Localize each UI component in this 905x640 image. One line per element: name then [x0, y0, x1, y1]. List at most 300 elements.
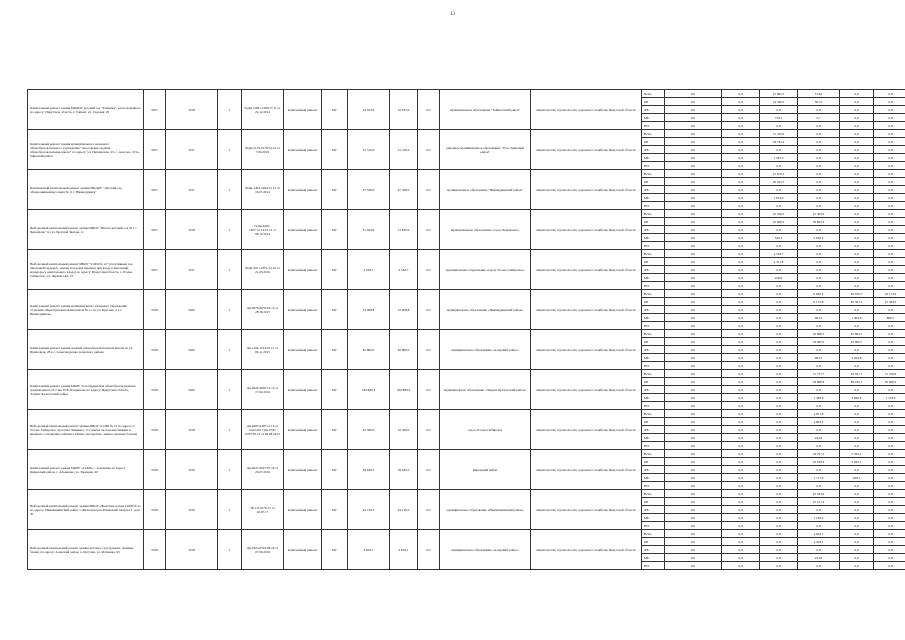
amount-cell: 0,0	[665, 514, 722, 522]
amount-cell: 30 000,0	[874, 378, 905, 386]
funding-source: ОБ	[642, 258, 665, 266]
funding-source: ФБ	[642, 426, 665, 434]
project-description: Выборочный капитальный ремонт здания детского сада (ремонт, оконные блоки) по адресу: Аларский район, п. Кутулик, ул. Матвеева, 43	[28, 530, 144, 570]
amount-cell: 0,0	[665, 370, 722, 378]
amount-cell: 0,0	[798, 242, 840, 250]
amount-cell: 0,0	[840, 138, 874, 146]
project-description: Комплексный капитальный ремонт здания МКДОУ "Детский сад общеразвивающего вида № 11 г. Нижнеудинск"	[28, 170, 144, 210]
funding-source: ФБ	[642, 506, 665, 514]
end-year: 2019	[166, 490, 218, 530]
amount-cell: 0,0	[722, 450, 760, 458]
readiness-percent: 0%	[418, 210, 440, 250]
funding-source: ИИ	[642, 202, 665, 210]
amount-cell: 0,0	[665, 386, 722, 394]
amount-cell: 0,0	[665, 154, 722, 162]
funding-source: Всего	[642, 410, 665, 418]
amount-cell: 0,0	[874, 554, 905, 562]
work-type: капитальный ремонт	[284, 490, 322, 530]
expertise-conclusion: №Ди-0179-0179/12.12 от 7.06.2016	[242, 130, 284, 170]
amount-cell: 0,0	[722, 210, 760, 218]
amount-cell: 0,0	[760, 378, 798, 386]
start-year: 2018	[144, 370, 166, 410]
project-row	[28, 210, 905, 218]
amount-cell: 0,0	[798, 202, 840, 210]
amount-cell: 0,0	[760, 426, 798, 434]
amount-cell: 0,0	[760, 490, 798, 498]
funding-source: ФБ	[642, 346, 665, 354]
readiness-percent: 0%	[418, 250, 440, 290]
amount-cell: 268,1	[840, 474, 874, 482]
amount-cell: 0,0	[760, 458, 798, 466]
amount-cell: 19 668,5	[798, 330, 840, 338]
amount-cell: 0,0	[840, 538, 874, 546]
amount-cell: 0,0	[840, 258, 874, 266]
work-type: капитальный ремонт	[284, 370, 322, 410]
readiness-percent: 0%	[418, 170, 440, 210]
amount-cell: 0,0	[665, 546, 722, 554]
start-year: 2017	[144, 130, 166, 170]
amount-cell: 0,0	[722, 410, 760, 418]
readiness-percent: 0%	[418, 330, 440, 370]
amount-cell: 16 173,0	[874, 290, 905, 298]
project-description: Выборочный капитальный ремонт здания МБОУ "Школа-детский сад № 1 г. Черемхово" по ул. Красной Звезды, 11	[28, 210, 144, 250]
end-year: 2017	[166, 250, 218, 290]
amount-cell: 0,0	[874, 450, 905, 458]
amount-cell: 0,0	[840, 250, 874, 258]
amount-cell: 0,0	[840, 522, 874, 530]
amount-cell: 0,0	[665, 354, 722, 362]
start-year: 2018	[144, 410, 166, 450]
capital-repair-table	[27, 89, 905, 570]
amount-cell: 0,0	[665, 258, 722, 266]
start-year: 2018	[144, 290, 166, 330]
amount-cell: 0,0	[722, 106, 760, 114]
amount-cell: 31 578,9	[874, 370, 905, 378]
amount-cell: 4 696,6	[840, 394, 874, 402]
amount-cell: 0,0	[760, 202, 798, 210]
amount-cell: 0,0	[665, 130, 722, 138]
funding-source: Всего	[642, 170, 665, 178]
amount-cell: 5 363,2	[840, 450, 874, 458]
unit-cell: МС	[322, 170, 348, 210]
amount-cell: 0,0	[665, 442, 722, 450]
amount-cell: 0,0	[840, 562, 874, 570]
amount-cell: 0,0	[798, 266, 840, 274]
amount-cell: 0,0	[874, 498, 905, 506]
funding-source: Всего	[642, 490, 665, 498]
amount-cell: 0,0	[665, 498, 722, 506]
amount-cell: 0,0	[722, 250, 760, 258]
amount-cell: 1 565,5	[760, 154, 798, 162]
amount-cell: 0,0	[760, 266, 798, 274]
customer-municipality: муниципальное образование «Аларский район»	[440, 530, 531, 570]
amount-cell: 0,0	[798, 250, 840, 258]
amount-cell: 0,0	[760, 434, 798, 442]
amount-cell: 0,0	[665, 298, 722, 306]
project-row	[28, 530, 905, 538]
amount-cell: 0,0	[665, 490, 722, 498]
amount-cell: 0,0	[665, 290, 722, 298]
amount-cell: 0,0	[665, 530, 722, 538]
amount-cell: 0,0	[874, 362, 905, 370]
amount-cell: 39 803,4	[798, 218, 840, 226]
end-year: 2020	[166, 370, 218, 410]
start-year: 2018	[144, 330, 166, 370]
amount-cell: 0,0	[760, 314, 798, 322]
amount-cell: 0,0	[722, 282, 760, 290]
end-year: 2020	[166, 290, 218, 330]
estimated-cost: 186 880,3	[348, 370, 390, 410]
project-row	[28, 370, 905, 378]
amount-cell: 0,0	[760, 514, 798, 522]
amount-cell: 0,0	[665, 394, 722, 402]
amount-cell: 0,0	[840, 162, 874, 170]
customer-municipality: муниципальное образование «город Черемхово»	[440, 210, 531, 250]
readiness-percent: 0%	[418, 290, 440, 330]
funding-source: ФБ	[642, 146, 665, 154]
amount-cell: 0,0	[760, 242, 798, 250]
amount-cell: 0,0	[665, 218, 722, 226]
amount-cell: 0,0	[722, 538, 760, 546]
amount-cell: 0,0	[840, 530, 874, 538]
amount-cell: 0,0	[665, 146, 722, 154]
funding-source: Всего	[642, 450, 665, 458]
funding-source: ОБ	[642, 458, 665, 466]
amount-cell: 0,0	[722, 330, 760, 338]
funding-source: ИИ	[642, 282, 665, 290]
end-year: 2018	[166, 530, 218, 570]
amount-cell: 0,0	[760, 282, 798, 290]
funding-source: МБ	[642, 314, 665, 322]
amount-cell: 4 426,1	[798, 538, 840, 546]
amount-cell: 0,0	[874, 530, 905, 538]
amount-cell: 0,0	[722, 314, 760, 322]
remaining-cost: 27 528,0	[390, 170, 418, 210]
funding-source: ОБ	[642, 298, 665, 306]
amount-cell: 29 888,8	[798, 378, 840, 386]
amount-cell: 0,0	[798, 122, 840, 130]
mark-cell: х	[218, 210, 242, 250]
amount-cell: 0,0	[665, 226, 722, 234]
project-row	[28, 490, 905, 498]
amount-cell: 0,0	[874, 434, 905, 442]
responsible-executor: министерство строительства, дорожного хозяйства Иркутской области	[531, 530, 642, 570]
mark-cell: х	[218, 370, 242, 410]
amount-cell: 0,0	[665, 90, 722, 98]
amount-cell: 0,0	[798, 546, 840, 554]
amount-cell: 93 931,7	[840, 370, 874, 378]
responsible-executor: министерство строительства, дорожного хозяйства Иркутской области	[531, 490, 642, 530]
amount-cell: 0,0	[665, 402, 722, 410]
amount-cell: 526,3	[760, 234, 798, 242]
amount-cell: 0,0	[665, 314, 722, 322]
project-row	[28, 450, 905, 458]
unit-cell: МС	[322, 450, 348, 490]
amount-cell: 0,0	[760, 226, 798, 234]
amount-cell: 0,0	[874, 114, 905, 122]
mark-cell: х	[218, 330, 242, 370]
responsible-executor: министерство строительства, дорожного хозяйства Иркутской области	[531, 210, 642, 250]
amount-cell: 0,0	[722, 130, 760, 138]
amount-cell: 0,0	[874, 402, 905, 410]
amount-cell: 0,0	[874, 514, 905, 522]
funding-source: ОБ	[642, 338, 665, 346]
funding-source: ФБ	[642, 466, 665, 474]
amount-cell: 0,0	[840, 402, 874, 410]
amount-cell: 0,0	[798, 154, 840, 162]
amount-cell: 0,0	[798, 362, 840, 370]
funding-source: МБ	[642, 474, 665, 482]
amount-cell: 0,0	[665, 202, 722, 210]
amount-cell: 0,0	[722, 346, 760, 354]
unit-cell: МС	[322, 130, 348, 170]
amount-cell: 0,0	[798, 274, 840, 282]
funding-source: ОБ	[642, 178, 665, 186]
amount-cell: 0,0	[874, 258, 905, 266]
amount-cell: 0,0	[798, 426, 840, 434]
amount-cell: 0,0	[874, 122, 905, 130]
amount-cell: 0,0	[760, 162, 798, 170]
amount-cell: 0,0	[722, 266, 760, 274]
funding-source: МБ	[642, 274, 665, 282]
amount-cell: 0,0	[874, 170, 905, 178]
amount-cell: 0,0	[722, 258, 760, 266]
amount-cell: 0,0	[722, 90, 760, 98]
customer-municipality: муниципальное образование «Аларский район»	[440, 330, 531, 370]
amount-cell: 0,0	[722, 546, 760, 554]
funding-source: ОБ	[642, 138, 665, 146]
funding-source: Всего	[642, 90, 665, 98]
funding-source: ИИ	[642, 522, 665, 530]
remaining-cost: 4 538,7	[390, 250, 418, 290]
start-year: 2018	[144, 450, 166, 490]
amount-cell: 0,0	[722, 514, 760, 522]
amount-cell: 0,0	[874, 322, 905, 330]
amount-cell: 0,0	[874, 306, 905, 314]
remaining-cost: 65 860,0	[390, 330, 418, 370]
amount-cell: 0,0	[665, 466, 722, 474]
amount-cell: 0,0	[760, 186, 798, 194]
project-description: Капитальный ремонт здания средней общеобразовательной школы по ул. Приходная, 28 в с. Александровка Аларского района	[28, 330, 144, 370]
amount-cell: 0,0	[874, 250, 905, 258]
amount-cell: 0,0	[722, 338, 760, 346]
unit-cell: МС	[322, 370, 348, 410]
amount-cell: 34 257,3	[798, 450, 840, 458]
funding-source: МБ	[642, 234, 665, 242]
funding-source: ОБ	[642, 98, 665, 106]
work-type: капитальный ремонт	[284, 170, 322, 210]
amount-cell: 0,0	[840, 234, 874, 242]
amount-cell: 0,0	[722, 442, 760, 450]
amount-cell: 0,0	[760, 122, 798, 130]
amount-cell: 0,0	[665, 106, 722, 114]
amount-cell: 758,1	[760, 114, 798, 122]
amount-cell: 0,0	[665, 242, 722, 250]
funding-source: Всего	[642, 290, 665, 298]
amount-cell: 0,0	[840, 186, 874, 194]
amount-cell: 482,4	[798, 314, 840, 322]
amount-cell: 0,0	[722, 394, 760, 402]
amount-cell: 0,0	[874, 106, 905, 114]
readiness-percent: 0%	[418, 490, 440, 530]
remaining-cost: 10 560,0	[390, 410, 418, 450]
amount-cell: 0,0	[798, 402, 840, 410]
estimated-cost: 53 908,8	[348, 290, 390, 330]
readiness-percent: 0%	[418, 370, 440, 410]
amount-cell: 31 310,9	[760, 130, 798, 138]
remaining-cost: 4 659,1	[390, 530, 418, 570]
amount-cell: 0,0	[760, 554, 798, 562]
amount-cell: 26 567,2	[840, 298, 874, 306]
project-row	[28, 130, 905, 138]
amount-cell: 0,0	[722, 362, 760, 370]
amount-cell: 0,0	[874, 154, 905, 162]
amount-cell: 0,0	[840, 322, 874, 330]
amount-cell: 5,7	[798, 114, 840, 122]
amount-cell: 0,0	[722, 426, 760, 434]
amount-cell: 0,0	[874, 266, 905, 274]
amount-cell: 4 538,7	[760, 250, 798, 258]
amount-cell: 0,0	[722, 322, 760, 330]
amount-cell: 0,0	[874, 458, 905, 466]
end-year: 2018	[166, 410, 218, 450]
amount-cell: 0,0	[874, 474, 905, 482]
customer-municipality: муниципальное образование "Тайшетский район"	[440, 90, 531, 130]
amount-cell: 0,0	[665, 122, 722, 130]
amount-cell: 0,0	[874, 98, 905, 106]
amount-cell: 0,0	[874, 490, 905, 498]
estimated-cost: 31 310,9	[348, 130, 390, 170]
end-year: 2017	[166, 130, 218, 170]
amount-cell: 0,0	[665, 210, 722, 218]
funding-source: МБ	[642, 354, 665, 362]
amount-cell: 0,0	[840, 498, 874, 506]
amount-cell: 0,0	[874, 522, 905, 530]
unit-cell: МС	[322, 410, 348, 450]
amount-cell: 0,0	[760, 546, 798, 554]
amount-cell: 0,0	[665, 250, 722, 258]
amount-cell: 15 691,3	[760, 90, 798, 98]
amount-cell: 0,0	[798, 186, 840, 194]
amount-cell: 0,0	[665, 410, 722, 418]
start-year: 2017	[144, 210, 166, 250]
funding-source: ФБ	[642, 186, 665, 194]
amount-cell: 0,0	[722, 474, 760, 482]
work-type: капитальный ремонт	[284, 530, 322, 570]
work-type: капитальный ремонт	[284, 450, 322, 490]
amount-cell: 0,0	[722, 522, 760, 530]
project-description: Капитальный ремонт здания муниципального казенного учреждения «Средняя общеобразовательная школа № 1» по ул. Красная, 2 в г. Нижнеудинске	[28, 290, 144, 330]
funding-source: ИИ	[642, 162, 665, 170]
amount-cell: 0,0	[665, 170, 722, 178]
unit-cell: МС	[322, 210, 348, 250]
amount-cell: 0,0	[840, 442, 874, 450]
amount-cell: 0,0	[798, 170, 840, 178]
unit-cell: МС	[322, 90, 348, 130]
end-year: 2018	[166, 210, 218, 250]
remaining-cost: 31 310,9	[390, 130, 418, 170]
amount-cell: 0,0	[722, 402, 760, 410]
amount-cell: 0,0	[665, 322, 722, 330]
amount-cell: 0,0	[722, 202, 760, 210]
amount-cell: 0,0	[722, 178, 760, 186]
amount-cell: 0,0	[665, 178, 722, 186]
responsible-executor: министерство строительства, дорожного хозяйства Иркутской области	[531, 370, 642, 410]
amount-cell: 0,0	[760, 386, 798, 394]
amount-cell: 0,0	[722, 306, 760, 314]
amount-cell: 0,0	[722, 154, 760, 162]
amount-cell: 0,0	[665, 194, 722, 202]
estimated-cost: 39 620,5	[348, 450, 390, 490]
amount-cell: 0,0	[874, 218, 905, 226]
start-year: 2018	[144, 490, 166, 530]
amount-cell: 0,0	[665, 266, 722, 274]
funding-source: МБ	[642, 114, 665, 122]
amount-cell: 0,0	[840, 178, 874, 186]
funding-source: ОБ	[642, 218, 665, 226]
amount-cell: 0,0	[665, 346, 722, 354]
project-row	[28, 250, 905, 258]
funding-source: Всего	[642, 370, 665, 378]
end-year: 2020	[166, 330, 218, 370]
amount-cell: 0,0	[722, 114, 760, 122]
amount-cell: 0,0	[665, 450, 722, 458]
amount-cell: 32 539,4	[798, 458, 840, 466]
amount-cell: 0,0	[874, 426, 905, 434]
amount-cell: 0,0	[874, 482, 905, 490]
amount-cell: 0,0	[665, 482, 722, 490]
amount-cell: 0,0	[840, 482, 874, 490]
funding-source: Всего	[642, 530, 665, 538]
amount-cell: 0,0	[760, 402, 798, 410]
readiness-percent: 0%	[418, 530, 440, 570]
amount-cell: 0,0	[760, 394, 798, 402]
amount-cell: 0,0	[760, 338, 798, 346]
amount-cell: 0,0	[722, 234, 760, 242]
project-row	[28, 290, 905, 298]
funding-source: ФБ	[642, 266, 665, 274]
funding-source: ОБ	[642, 498, 665, 506]
mark-cell: х	[218, 530, 242, 570]
project-row	[28, 170, 905, 178]
readiness-percent: 0%	[418, 90, 440, 130]
mark-cell: х	[218, 170, 242, 210]
expertise-conclusion: 38-1-6-0178-17 от 20.07.17	[242, 490, 284, 530]
amount-cell: 0,0	[760, 298, 798, 306]
amount-cell: 20 025,3	[760, 178, 798, 186]
amount-cell: 0,0	[840, 218, 874, 226]
amount-cell: 4 851,8	[798, 410, 840, 418]
end-year: 2017	[166, 170, 218, 210]
amount-cell: 0,0	[840, 514, 874, 522]
readiness-percent: 0%	[418, 450, 440, 490]
amount-cell: 0,0	[798, 258, 840, 266]
amount-cell: 4 311,8	[760, 258, 798, 266]
amount-cell: 0,0	[840, 410, 874, 418]
amount-cell: 0,0	[722, 298, 760, 306]
amount-cell: 0,0	[760, 466, 798, 474]
amount-cell: 0,0	[840, 98, 874, 106]
amount-cell: 0,0	[874, 194, 905, 202]
amount-cell: 0,0	[722, 138, 760, 146]
amount-cell: 0,0	[840, 282, 874, 290]
amount-cell: 0,0	[722, 458, 760, 466]
amount-cell: 0,0	[665, 554, 722, 562]
amount-cell: 0,0	[840, 90, 874, 98]
amount-cell: 0,0	[665, 418, 722, 426]
project-row	[28, 410, 905, 418]
amount-cell: 808,7	[874, 314, 905, 322]
